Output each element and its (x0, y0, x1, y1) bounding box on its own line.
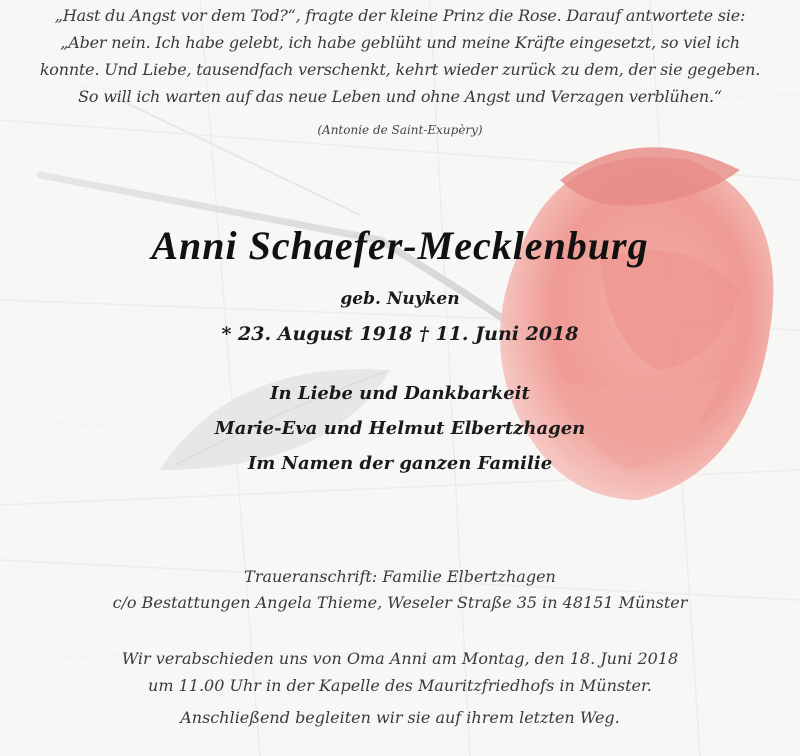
birth-name: geb. Nuyken (340, 289, 460, 309)
quote-line: „Hast du Angst vor dem Tod?“, fragte der kleine Prinz die Rose. Darauf antwortete sie: (54, 6, 746, 25)
ceremony-line: Wir verabschieden uns von Oma Anni am Montag, den 18. Juni 2018 (121, 649, 679, 668)
family-line: Marie-Eva und Helmut Elbertzhagen (214, 418, 586, 439)
ceremony-line: Anschließend begleiten wir sie auf ihrem letzten Weg. (180, 708, 620, 727)
family-line: Im Namen der ganzen Familie (247, 453, 553, 474)
deceased-name: Anni Schaefer-Mecklenburg (151, 223, 649, 268)
ceremony-line: um 11.00 Uhr in der Kapelle des Mauritzfriedhofs in Münster. (148, 676, 652, 695)
family-line: In Liebe und Dankbarkeit (270, 383, 530, 404)
quote-line: „Aber nein. Ich habe gelebt, ich habe geblüht und meine Kräfte eingesetzt, so viel ich (60, 33, 740, 52)
life-dates: * 23. August 1918 † 11. Juni 2018 (221, 323, 579, 345)
mourning-address-line: Traueranschrift: Familie Elbertzhagen (244, 567, 556, 586)
quote-line: So will ich warten auf das neue Leben und ohne Angst und Verzagen verblühen.“ (78, 87, 722, 106)
mourning-address-line: c/o Bestattungen Angela Thieme, Weseler Straße 35 in 48151 Münster (112, 593, 688, 612)
quote-author: (Antonie de Saint-Exupèry) (317, 123, 483, 137)
quote-line: konnte. Und Liebe, tausendfach verschenkt, kehrt wieder zurück zu dem, der sie gegeben. (39, 60, 761, 79)
